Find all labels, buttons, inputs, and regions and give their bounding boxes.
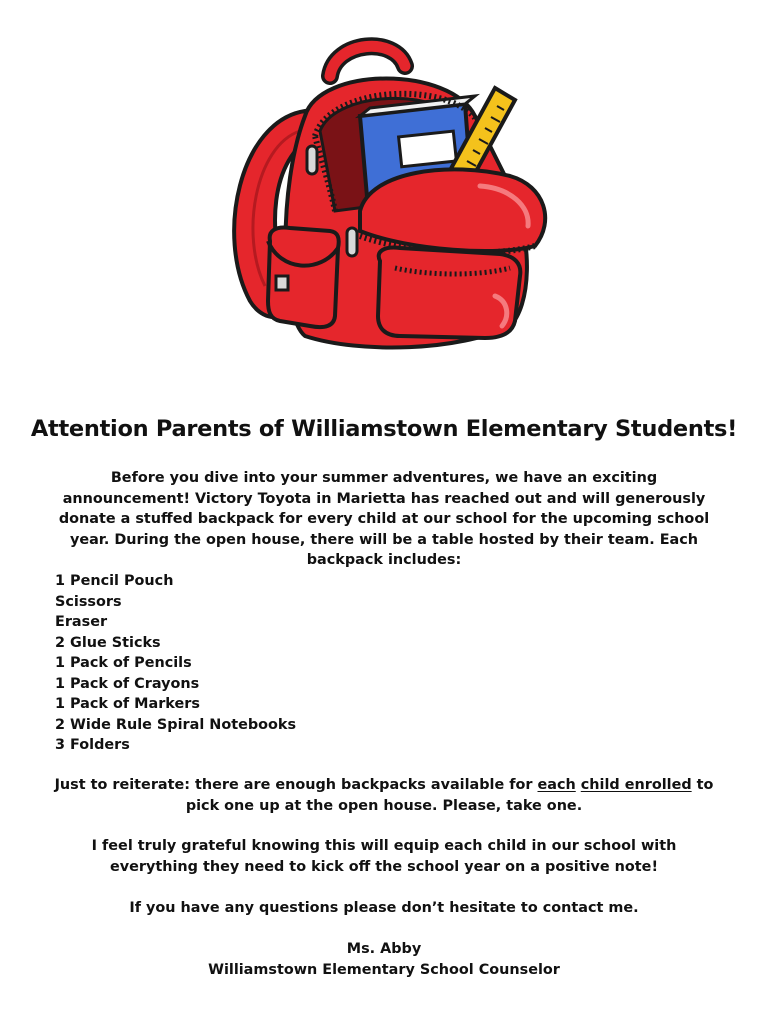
emphasis-each: each <box>537 777 576 793</box>
list-item: Scissors <box>55 593 122 610</box>
reiterate-text-end: to pick one up at the open house. Please, take one. <box>185 777 714 814</box>
signature-name: Ms. Abby <box>346 941 422 957</box>
grateful-paragraph: I feel truly grateful knowing this will equip each child in our school with everything they need to kick off the school year on a positive note! <box>91 838 677 875</box>
intro-paragraph: Before you dive into your summer adventures, we have an exciting announcement! Victory Toyota in Marietta has reached out and will generously donate a stuffed backpack for every child at our school for the upcoming school year. During the open house, there will be a table hosted by their team. Each backpack includes: <box>58 470 710 569</box>
list-item: 2 Glue Sticks <box>55 634 161 651</box>
list-item: 2 Wide Rule Spiral Notebooks <box>55 716 297 733</box>
reiterate-paragraph <box>50 775 718 816</box>
list-item: 3 Folders <box>55 737 130 753</box>
page-title: Attention Parents of Williamstown Elementary Students! <box>30 416 738 442</box>
list-item: 1 Pack of Pencils <box>55 655 192 671</box>
list-item: 1 Pencil Pouch <box>55 573 174 589</box>
questions-paragraph: If you have any questions please don’t hesitate to contact me. <box>129 900 639 916</box>
reiterate-text: Just to reiterate: there are enough backpacks available for <box>54 777 538 793</box>
emphasis-child-enrolled: child enrolled <box>580 777 692 793</box>
list-item: 1 Pack of Crayons <box>55 675 200 692</box>
backpack-icon <box>210 36 560 361</box>
backpack-items-list <box>55 571 296 756</box>
signature <box>0 939 768 980</box>
list-item: Eraser <box>55 614 108 630</box>
signature-role: Williamstown Elementary School Counselor <box>208 961 560 978</box>
list-item: 1 Pack of Markers <box>55 696 200 712</box>
